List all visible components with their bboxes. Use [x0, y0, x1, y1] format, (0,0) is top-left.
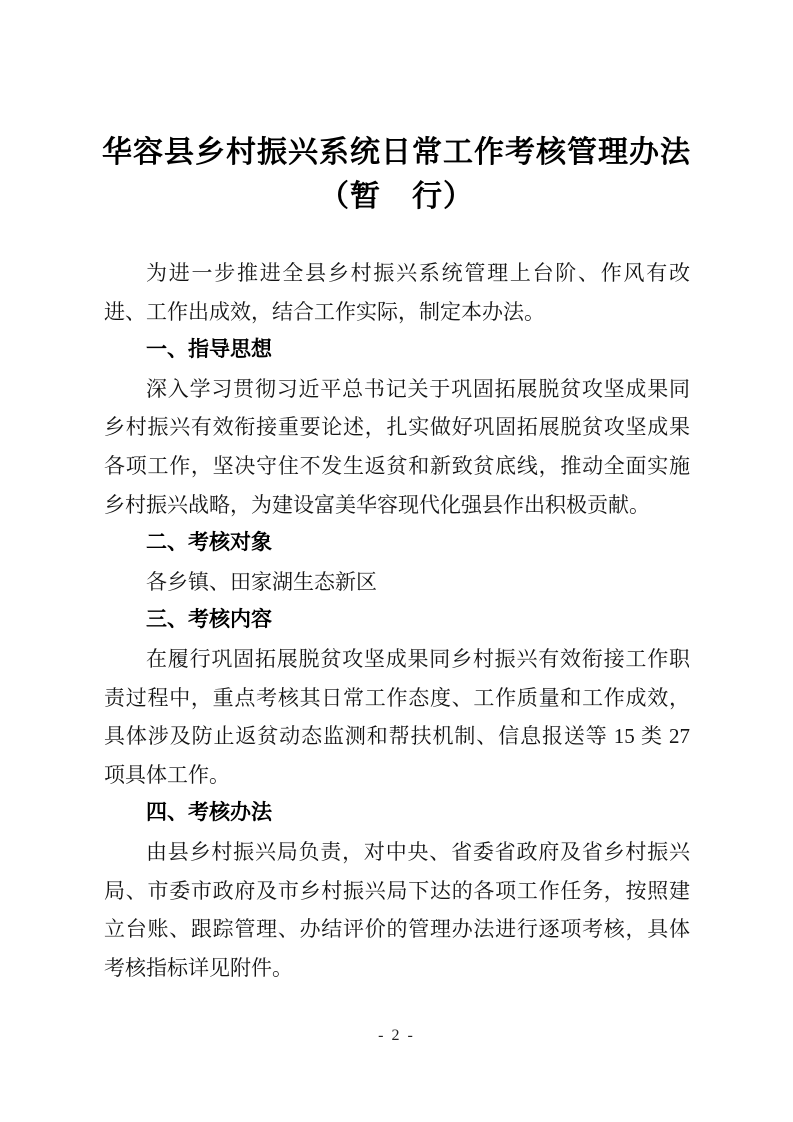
- section-heading-3: 三、考核内容: [146, 608, 272, 632]
- title-line-2: （暂 行）: [319, 180, 474, 213]
- section-4-paragraph: 由县乡村振兴局负责，对中央、省委省政府及省乡村振兴局、市委市政府及市乡村振兴局下达的各项工作任务，按照建立台账、跟踪管理、办结评价的管理办法进行逐项考核，具体考核指标详见附件。: [104, 839, 690, 980]
- section-heading-4: 四、考核办法: [146, 801, 272, 825]
- section-1-paragraph: 深入学习贯彻习近平总书记关于巩固拓展脱贫攻坚成果同乡村振兴有效衔接重要论述，扎实做好巩固拓展脱贫攻坚成果各项工作，坚决守住不发生返贫和新致贫底线，推动全面实施乡村振兴战略，为建设富美华容现代化强县作出积极贡献。: [104, 376, 690, 517]
- section-heading-2: 二、考核对象: [146, 531, 272, 555]
- intro-paragraph: 为进一步推进全县乡村振兴系统管理上台阶、作风有改进、工作出成效，结合工作实际，制定本办法。: [104, 261, 690, 324]
- section-2-paragraph: 各乡镇、田家湖生态新区: [146, 569, 377, 594]
- document-body: [104, 254, 690, 987]
- document-title: [0, 131, 793, 219]
- page-footer: [0, 1027, 793, 1045]
- section-3-paragraph: 在履行巩固拓展脱贫攻坚成果同乡村振兴有效衔接工作职责过程中，重点考核其日常工作态度、工作质量和工作成效，具体涉及防止返贫动态监测和帮扶机制、信息报送等 15 类 27 项具体工作。: [104, 646, 690, 787]
- page-number: - 2 -: [378, 1027, 415, 1044]
- section-heading-1: 一、指导思想: [146, 338, 272, 362]
- title-line-1: 华容县乡村振兴系统日常工作考核管理办法: [102, 136, 691, 169]
